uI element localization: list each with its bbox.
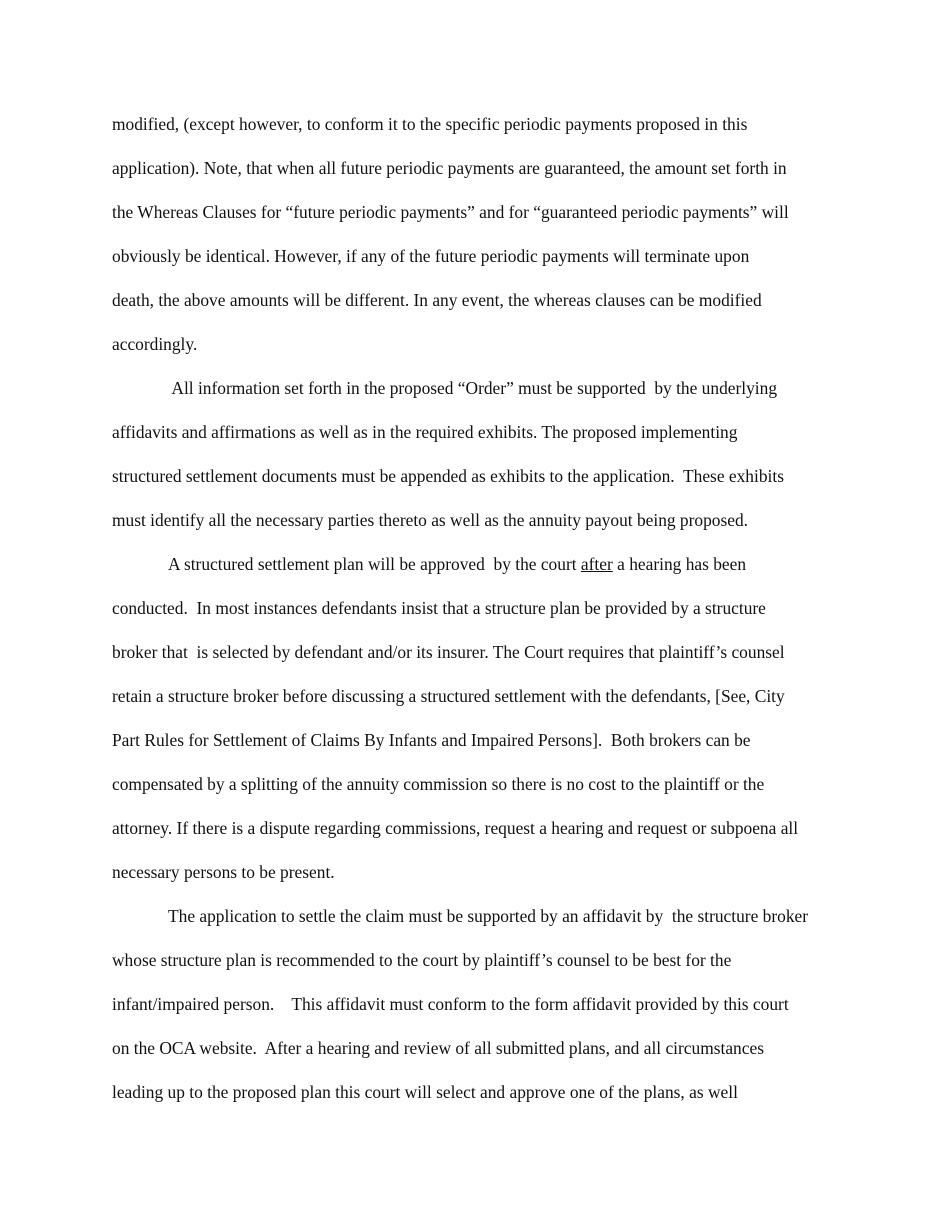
text-segment: A structured settlement plan will be approved by the court: [168, 554, 581, 574]
text-line: All information set forth in the proposed “Order” must be supported by the underlying: [168, 378, 778, 398]
text-line: must identify all the necessary parties thereto as well as the annuity payout being proposed.: [112, 510, 749, 530]
text-line: structured settlement documents must be appended as exhibits to the application. These exhibits: [112, 466, 784, 486]
text-line: attorney. If there is a dispute regarding commissions, request a hearing and request or subpoena all: [112, 818, 799, 838]
text-line: death, the above amounts will be different. In any event, the whereas clauses can be modified: [112, 290, 762, 310]
text-line: accordingly.: [112, 334, 198, 354]
text-line: The application to settle the claim must be supported by an affidavit by the structure broker: [168, 906, 809, 926]
paragraph-1: [112, 102, 872, 366]
text-line: obviously be identical. However, if any of the future periodic payments will terminate upon: [112, 246, 750, 266]
text-line: modified, (except however, to conform it to the specific periodic payments proposed in this: [112, 114, 748, 134]
text-line: retain a structure broker before discussing a structured settlement with the defendants, [See, City: [112, 686, 785, 706]
paragraph-2: [112, 366, 872, 542]
text-line: affidavits and affirmations as well as in the required exhibits. The proposed implementing: [112, 422, 738, 442]
document-body: [112, 102, 872, 1114]
text-line: conducted. In most instances defendants insist that a structure plan be provided by a structure: [112, 598, 766, 618]
text-line: Part Rules for Settlement of Claims By Infants and Impaired Persons]. Both brokers can be: [112, 730, 751, 750]
text-segment: a hearing has been: [612, 554, 747, 574]
text-line: broker that is selected by defendant and/or its insurer. The Court requires that plaintiff’s counsel: [112, 642, 785, 662]
text-line: leading up to the proposed plan this court will select and approve one of the plans, as well: [112, 1082, 738, 1102]
text-line: on the OCA website. After a hearing and review of all submitted plans, and all circumstances: [112, 1038, 764, 1058]
text-line: necessary persons to be present.: [112, 862, 335, 882]
underlined-word: after: [580, 554, 613, 574]
text-line: [112, 542, 872, 586]
paragraph-4: [112, 894, 872, 1114]
text-line: compensated by a splitting of the annuity commission so there is no cost to the plaintiff or the: [112, 774, 765, 794]
text-line: the Whereas Clauses for “future periodic payments” and for “guaranteed periodic payments” will: [112, 202, 789, 222]
text-line: whose structure plan is recommended to the court by plaintiff’s counsel to be best for the: [112, 950, 732, 970]
paragraph-3: [112, 542, 872, 894]
text-line: application). Note, that when all future periodic payments are guaranteed, the amount set forth in: [112, 158, 787, 178]
text-line: infant/impaired person. This affidavit must conform to the form affidavit provided by this court: [112, 994, 789, 1014]
